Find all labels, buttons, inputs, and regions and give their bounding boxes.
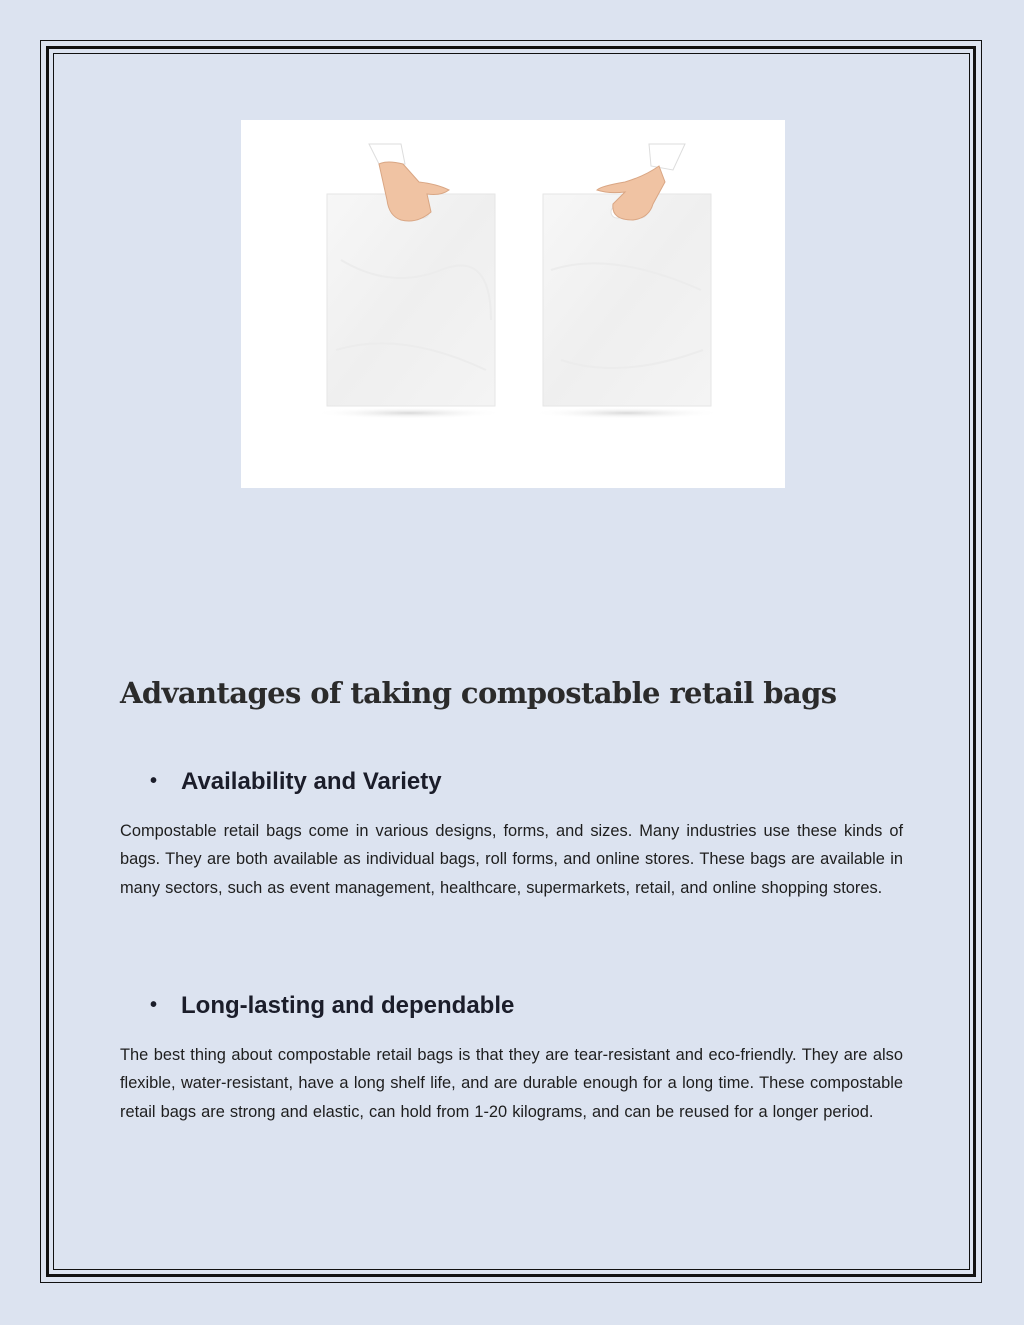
- page-title: Advantages of taking compostable retail bags: [120, 676, 837, 710]
- compostable-bags-photo: [241, 120, 785, 488]
- section-title: Availability and Variety: [181, 768, 442, 795]
- section-heading-long-lasting: [150, 992, 910, 1020]
- right-bag: [543, 194, 711, 406]
- section-heading-availability: [150, 768, 910, 796]
- right-bag-shadow: [532, 407, 722, 419]
- left-bag-shadow: [314, 407, 504, 419]
- two-white-bags-held-by-hands-icon: [241, 120, 785, 488]
- left-bag: [327, 194, 495, 406]
- bullet-icon: •: [150, 994, 158, 1016]
- bullet-icon: •: [150, 770, 158, 792]
- section-body-long-lasting: The best thing about compostable retail bags is that they are tear-resistant and eco-friendly. They are also flexible, water-resistant, have a long shelf life, and are durable enough for a long time. These compostable retail bags are strong and elastic, can hold from 1-20 kilograms, and can be reused for a longer period.: [120, 1046, 903, 1121]
- section-body-availability: Compostable retail bags come in various designs, forms, and sizes. Many industries use these kinds of bags. They are both available as individual bags, roll forms, and online stores. These bags are available in many sectors, such as event management, healthcare, supermarkets, retail, and online shopping stores.: [120, 822, 903, 897]
- section-title: Long-lasting and dependable: [181, 992, 515, 1019]
